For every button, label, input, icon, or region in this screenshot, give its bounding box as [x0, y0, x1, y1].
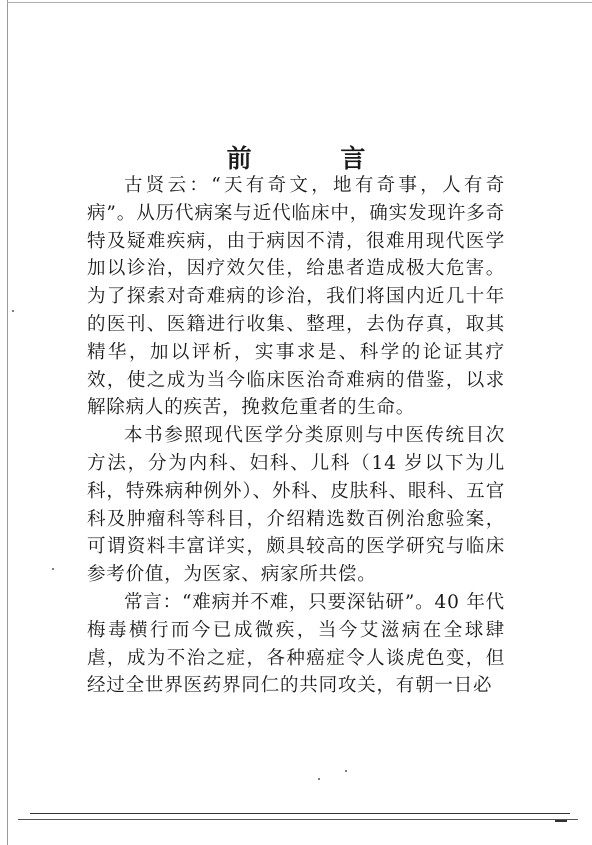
- paragraph-2: 本书参照现代医学分类原则与中医传统目次方法，分为内科、妇科、儿科（14 岁以下为儿科，特殊病种例外）、外科、皮肤科、眼科、五官科及肿瘤科等科目，介绍精选数百例治愈验案，可谓资料丰富详实，颇具较高的医学研究与临床参考价值，为医家、病家所共偿。: [87, 425, 505, 586]
- footer-mark: [555, 820, 567, 822]
- footer-rule: [30, 813, 570, 814]
- page-edge-top: [7, 2, 592, 3]
- page-title: 前 言: [226, 143, 406, 173]
- scan-speck: [12, 310, 14, 312]
- scan-speck: [52, 568, 54, 570]
- footer-rule: [18, 819, 578, 820]
- page-edge-left: [7, 0, 8, 845]
- paragraph-3: 常言：“难病并不难，只要深钻研”。40 年代梅毒横行而今已成微疾，当今艾滋病在全球肆虐，成为不治之症，各种癌症令人谈虎色变，但经过全世界医药界同仁的共同攻关，有朝一日必: [87, 591, 505, 697]
- scan-speck: [318, 778, 320, 780]
- paragraph-1: 古贤云：“天有奇文，地有奇事，人有奇病”。从历代病案与近代临床中，确实发现许多奇特及疑难疾病，由于病因不清，很难用现代医学加以诊治，因疗效欠佳，给患者造成极大危害。为了探索对奇难病的诊治，我们将国内近几十年的医刊、医籍进行收集、整理，去伪存真，取其精华，加以评析，实事求是、科学的论证其疗效，使之成为当今临床医治奇难病的借鉴，以求解除病人的疾苦，挽救危重者的生命。: [87, 175, 505, 419]
- body-text: [87, 172, 505, 700]
- scan-speck: [345, 770, 347, 772]
